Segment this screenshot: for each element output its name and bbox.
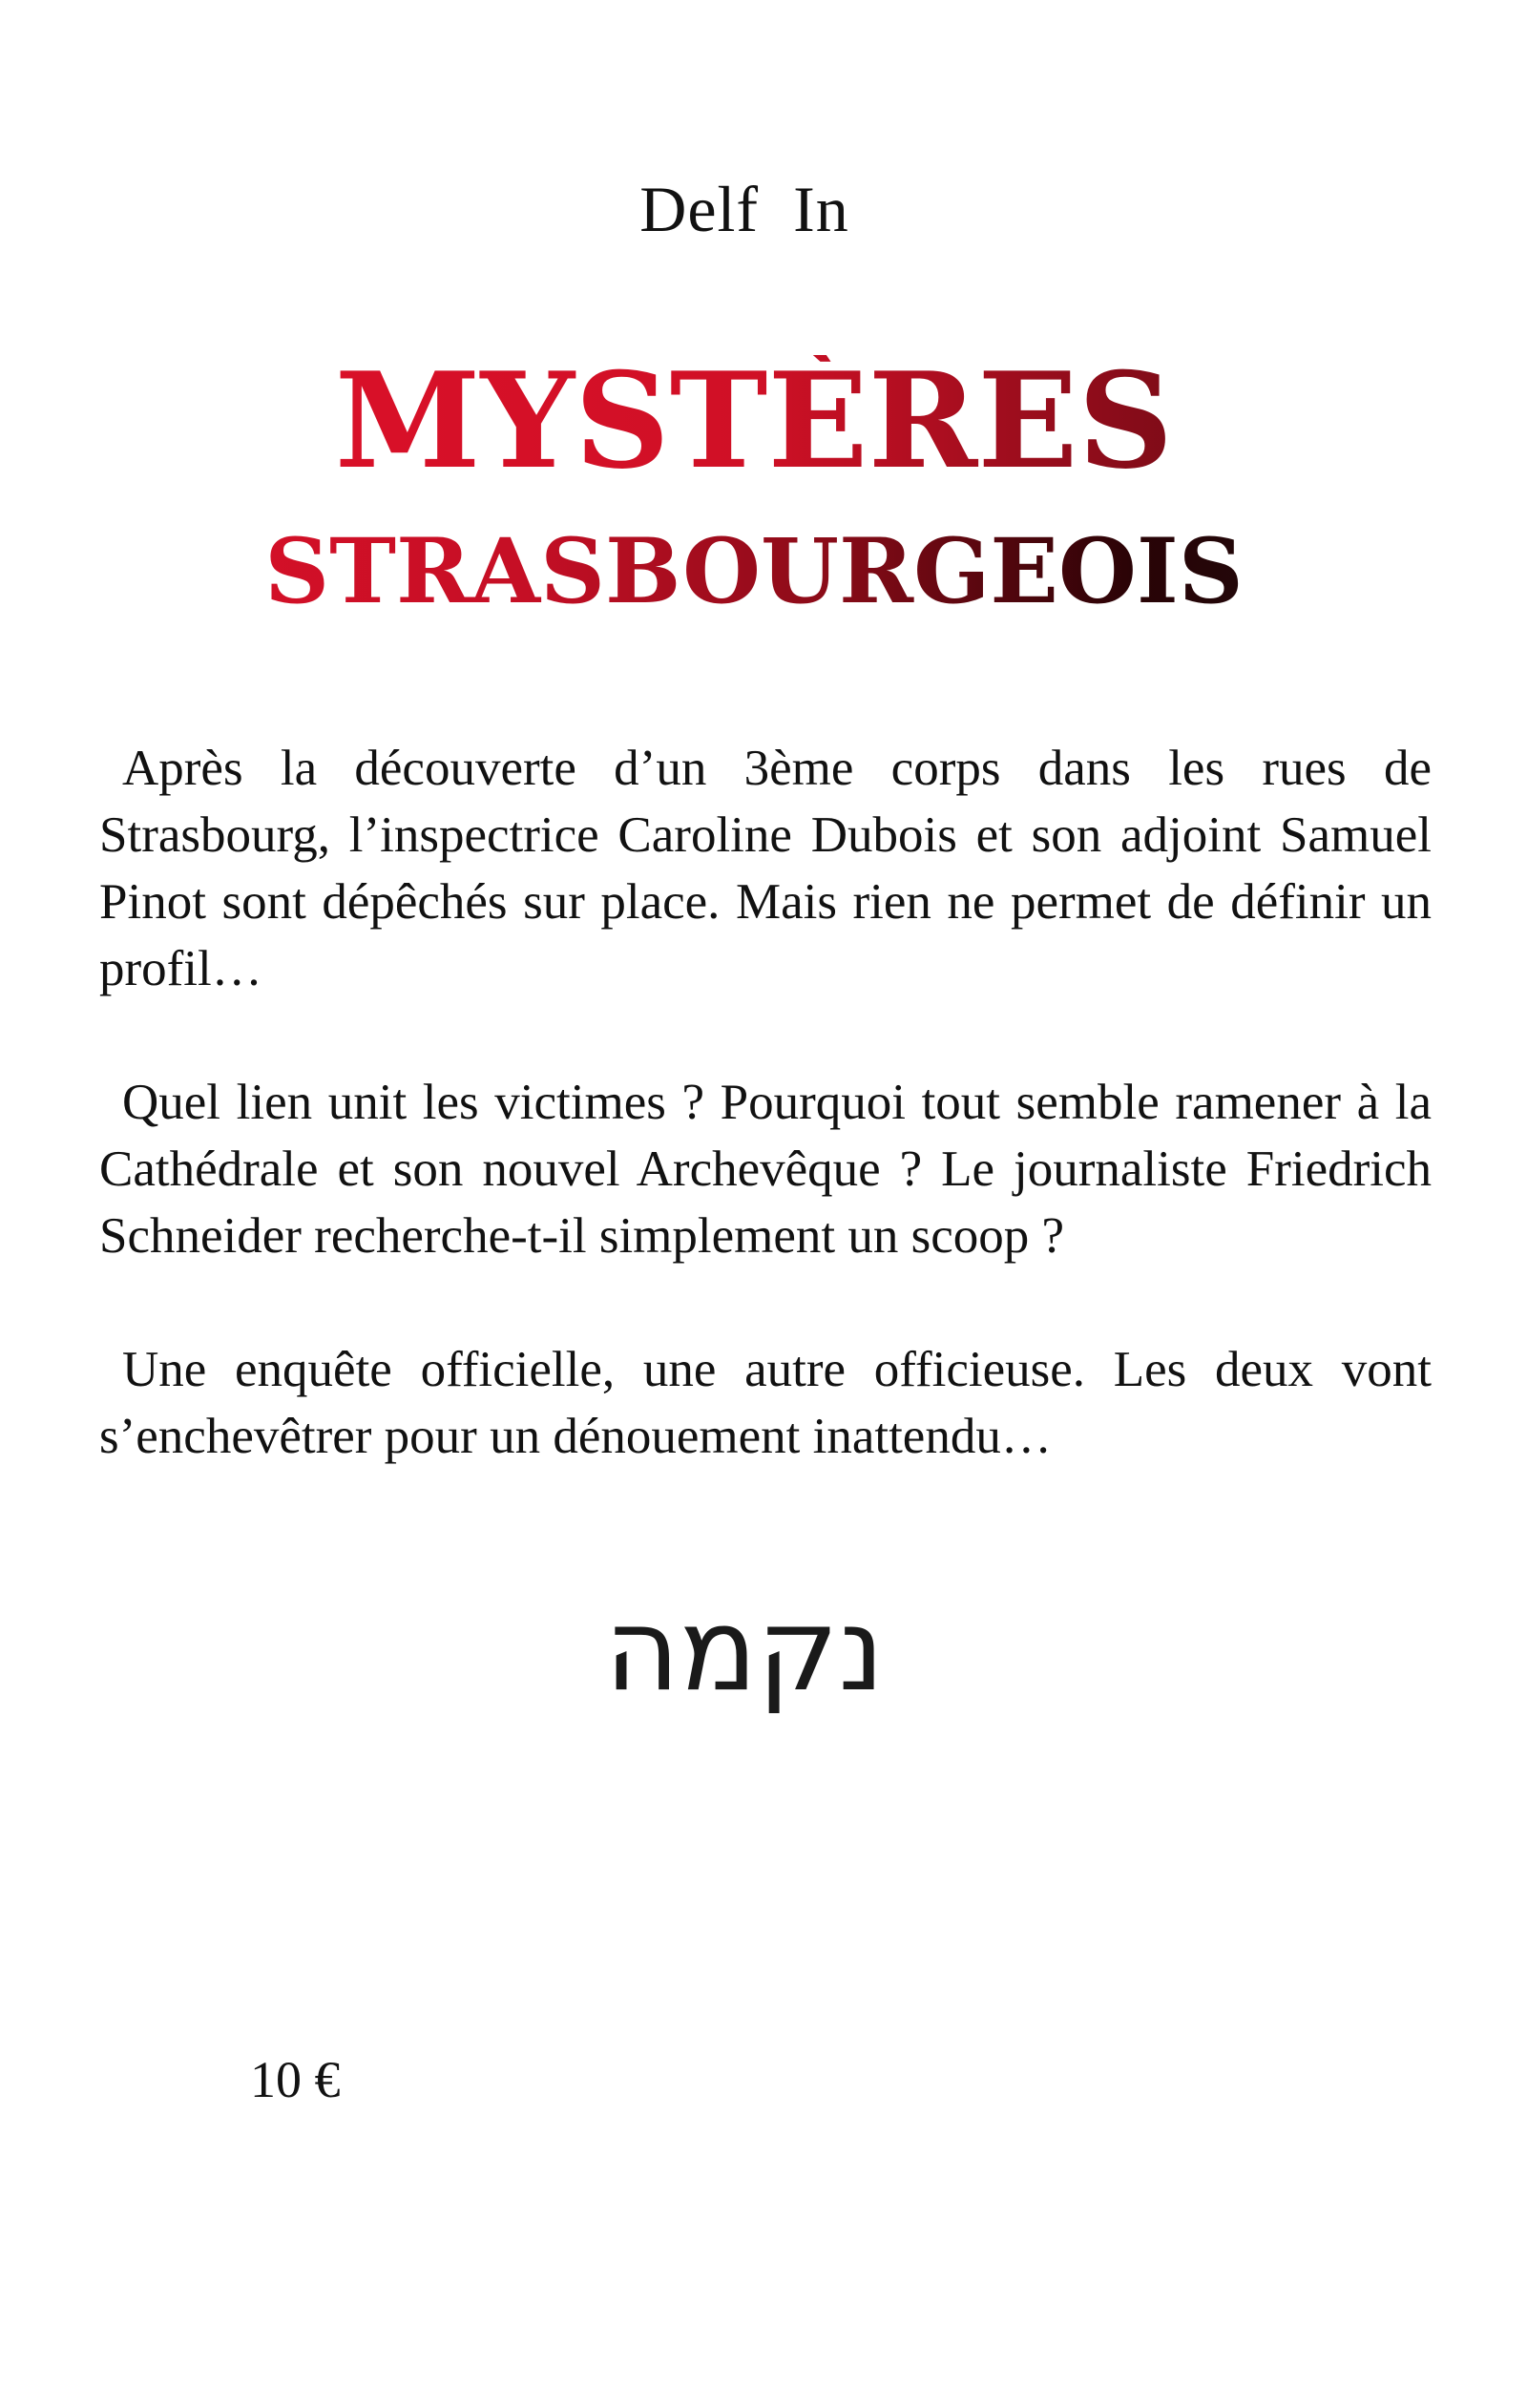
title-line-2: STRASBOURGEOIS: [0, 527, 1508, 617]
blurb-paragraph-1: Après la découverte d’un 3ème corps dans les rues de Strasbourg, l’inspectrice Caroline Dubois et son adjoint Samuel Pinot sont dépêchés sur place. Mais rien ne permet de définir un profil…: [99, 741, 1432, 996]
blurb-paragraph-3: Une enquête officielle, une autre officieuse. Les deux vont s’enchevêtrer pour un dénouement inattendu…: [99, 1342, 1432, 1464]
author-name: Delf In: [639, 173, 849, 245]
title-line-1: MYSTÈRES: [0, 355, 1508, 487]
price: 10 €: [250, 2051, 341, 2108]
hebrew-word: נקמה: [604, 1584, 885, 1717]
blurb: [99, 735, 1432, 1537]
blurb-paragraph-2: Quel lien unit les victimes ? Pourquoi tout semble ramener à la Cathédrale et son nouvel Archevêque ? Le journaliste Friedrich Schneider recherche-t-il simplement un scoop ?: [99, 1075, 1432, 1264]
